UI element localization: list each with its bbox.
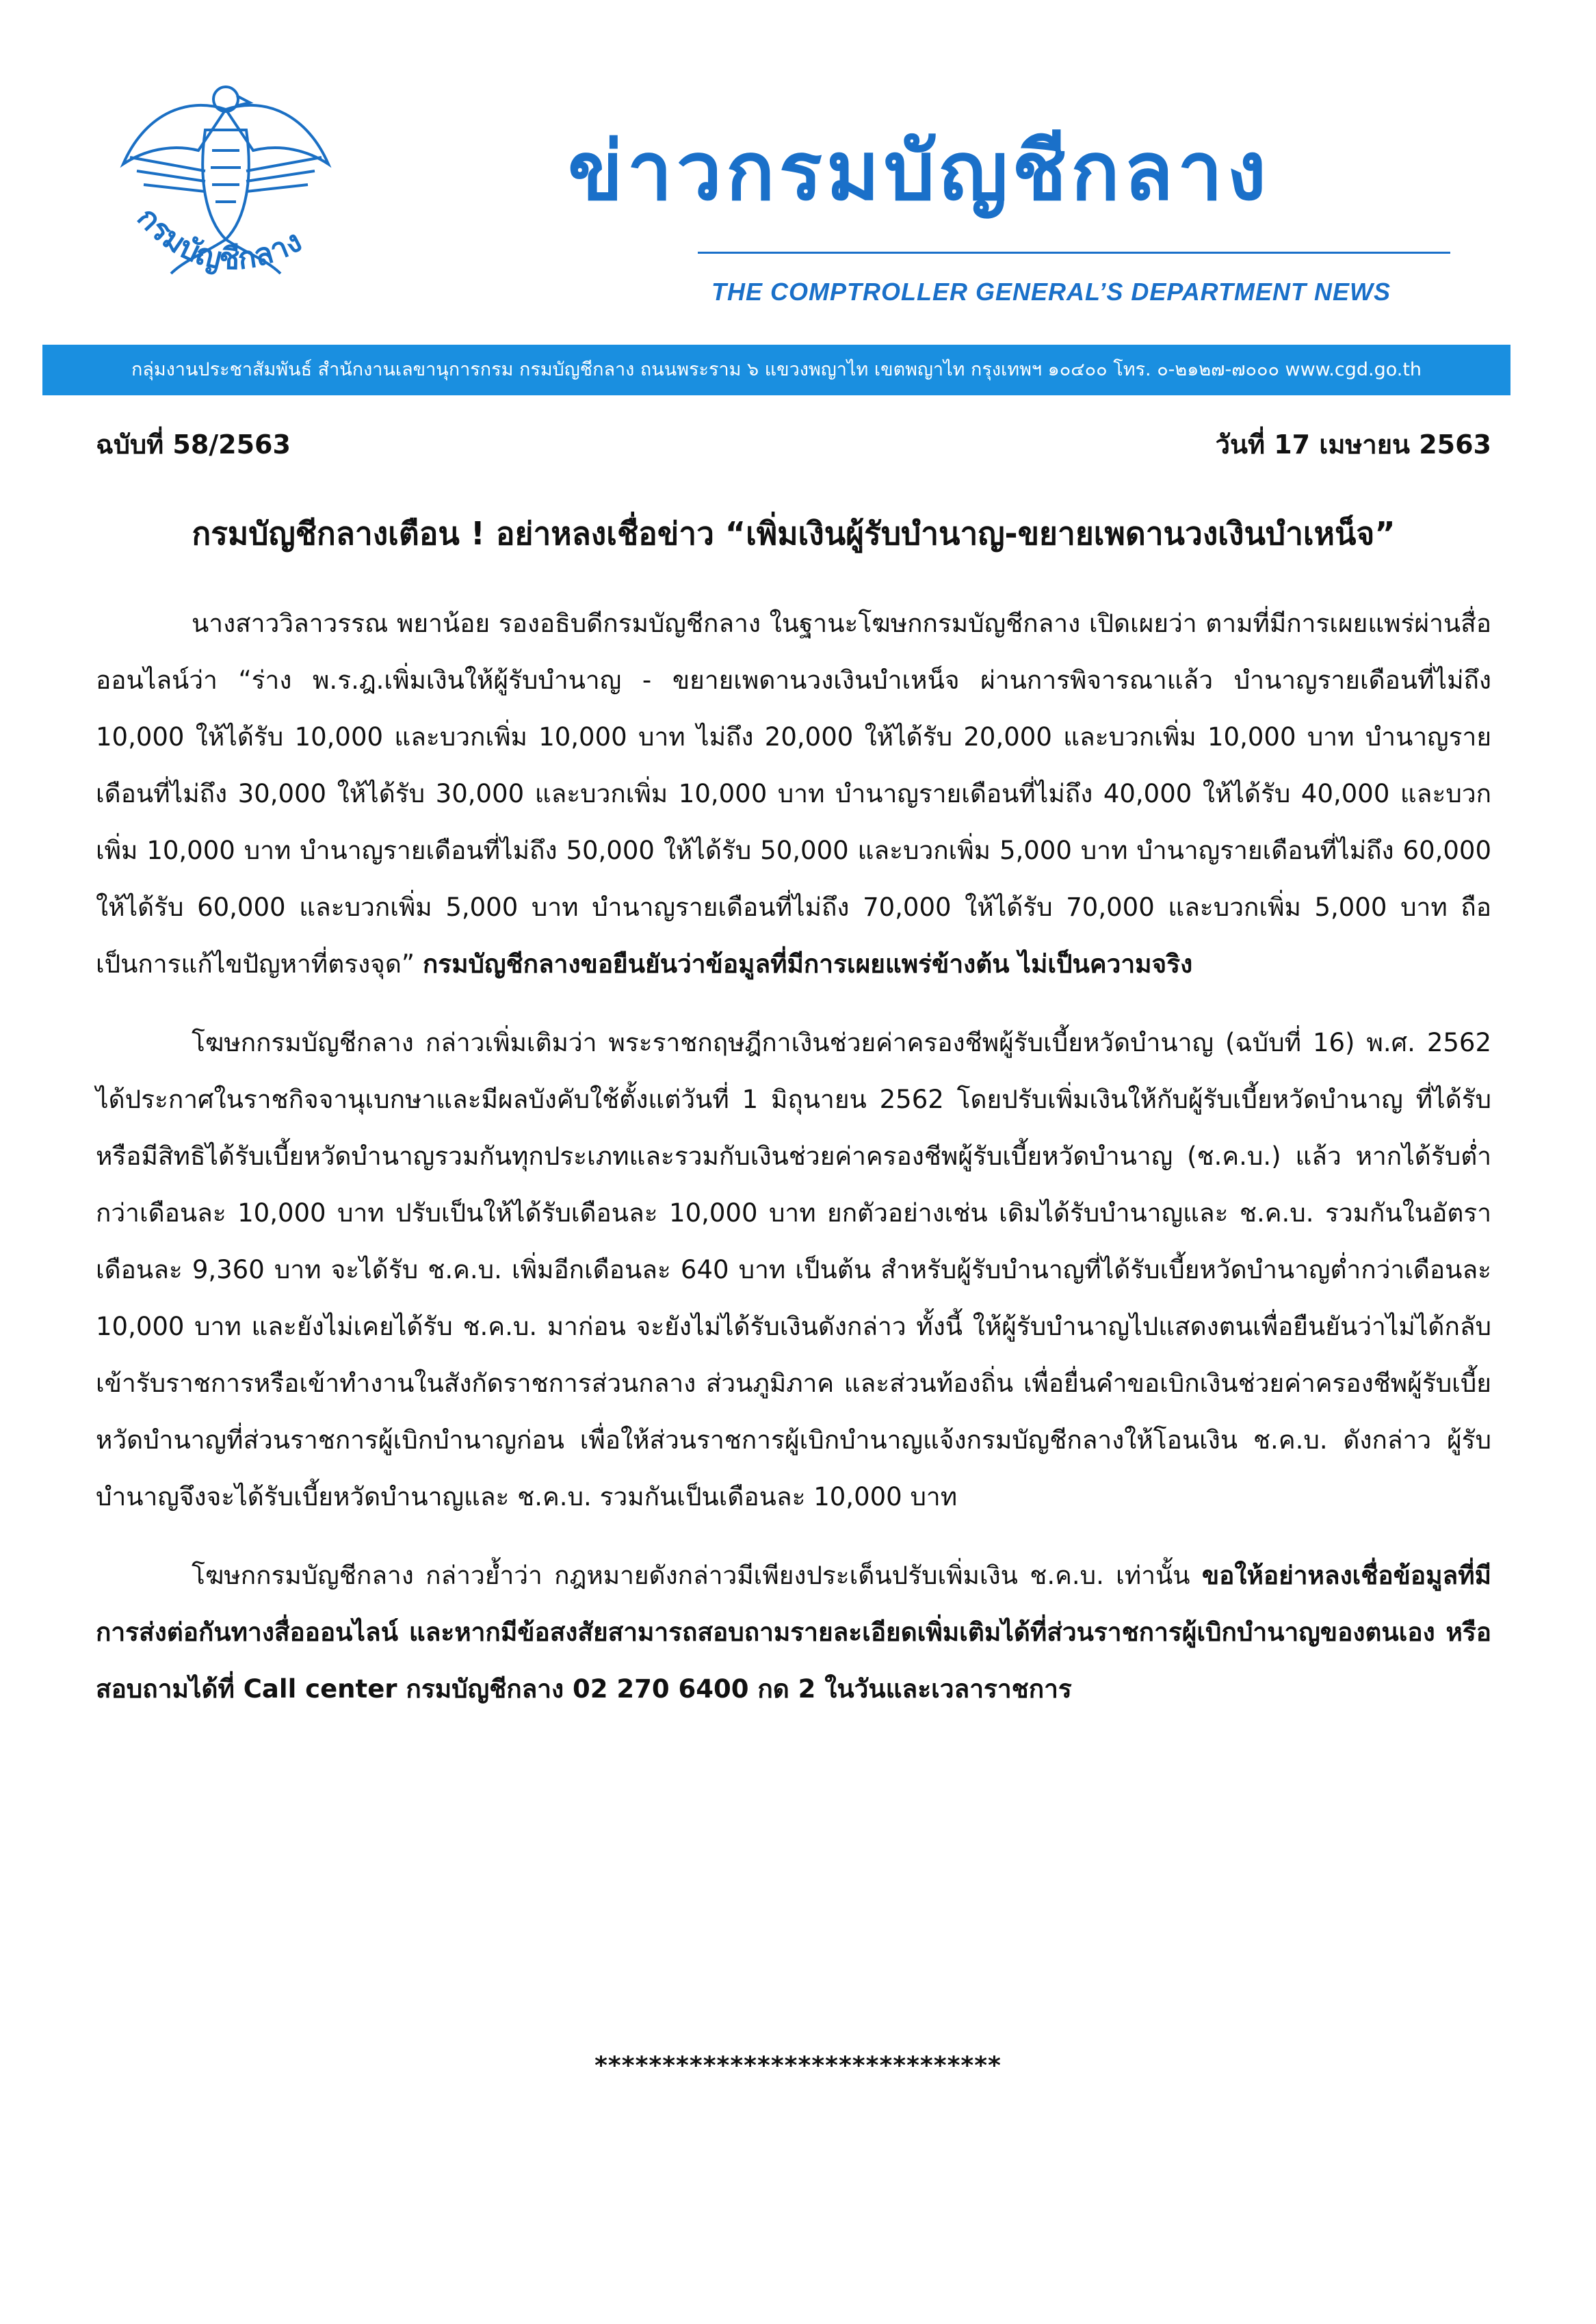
- svg-text:กรมบัญชีกลาง: [130, 200, 307, 277]
- paragraph-1-text: นางสาววิลาวรรณ พยาน้อย รองอธิบดีกรมบัญชีกลาง ในฐานะโฆษกกรมบัญชีกลาง เปิดเผยว่า ตามที่มีการเผยแพร่ผ่านสื่อออนไลน์ว่า “ร่าง พ.ร.ฎ.เพิ่มเงินให้ผู้รับบำนาญ - ขยายเพดานวงเงินบำเหน็จ ผ่านการพิจารณาแล้ว บำนาญรายเดือนที่ไม่ถึง 10,000 ให้ได้รับ 10,000 และบวกเพิ่ม 10,000 บาท ไม่ถึง 20,000 ให้ได้รับ 20,000 และบวกเพิ่ม 10,000 บาท บำนาญรายเดือนที่ไม่ถึง 30,000 ให้ได้รับ 30,000 และบวกเพิ่ม 10,000 บาท บำนาญรายเดือนที่ไม่ถึง 40,000 ให้ได้รับ 40,000 และบวกเพิ่ม 10,000 บาท บำนาญรายเดือนที่ไม่ถึง 50,000 ให้ได้รับ 50,000 และบวกเพิ่ม 5,000 บาท บำนาญรายเดือนที่ไม่ถึง 60,000 ให้ได้รับ 60,000 และบวกเพิ่ม 5,000 บาท บำนาญรายเดือนที่ไม่ถึง 70,000 ให้ได้รับ 70,000 และบวกเพิ่ม 5,000 บาท ถือเป็นการแก้ไขปัญหาที่ตรงจุด”: [96, 609, 1491, 979]
- paragraph-1-emphasis: กรมบัญชีกลางขอยืนยันว่าข้อมูลที่มีการเผยแพร่ข้างต้น ไม่เป็นความจริง: [422, 949, 1193, 979]
- issue-row: [96, 424, 1491, 465]
- masthead-title: ข่าวกรมบัญชีกลาง: [568, 124, 1270, 218]
- issue-number: ฉบับที่ 58/2563: [96, 430, 291, 460]
- masthead-subtitle: THE COMPTROLLER GENERAL’S DEPARTMENT NEWS: [711, 278, 1391, 306]
- paragraph-1: [96, 595, 1491, 992]
- garuda-emblem-icon: [103, 68, 349, 328]
- paragraph-2: [96, 1014, 1491, 1525]
- end-separator: ******************************: [594, 2052, 1002, 2080]
- masthead-divider: [698, 252, 1450, 254]
- paragraph-3: [96, 1547, 1491, 1717]
- contact-bar: กลุ่มงานประชาสัมพันธ์ สำนักงานเลขานุการกรม กรมบัญชีกลาง ถนนพระราม ๖ แขวงพญาไท เขตพญาไท กรุงเทพฯ ๑๐๔๐๐ โทร. ๐-๒๑๒๗-๗๐๐๐ www.cgd.go.th: [42, 345, 1510, 395]
- issue-date: วันที่ 17 เมษายน 2563: [1215, 430, 1491, 460]
- headline: กรมบัญชีกลางเตือน ! อย่าหลงเชื่อข่าว “เพิ่มเงินผู้รับบำนาญ-ขยายเพดานวงเงินบำเหน็จ”: [192, 515, 1396, 552]
- paragraph-3-emphasis: ขอให้อย่าหลงเชื่อข้อมูลที่มีการส่งต่อกันทางสื่อออนไลน์ และหากมีข้อสงสัยสามารถสอบถามรายละเอียดเพิ่มเติมได้ที่ส่วนราชการผู้เบิกบำนาญของตนเอง หรือสอบถามได้ที่ Call center กรมบัญชีกลาง 02 270 6400 กด 2 ในวันและเวลาราชการ: [96, 1561, 1491, 1704]
- paragraph-3-text: โฆษกกรมบัญชีกลาง กล่าวย้ำว่า กฎหมายดังกล่าวมีเพียงประเด็นปรับเพิ่มเงิน ช.ค.บ. เท่านั้น: [192, 1561, 1202, 1590]
- logo-text: กรมบัญชีกลาง: [130, 200, 308, 277]
- article-body: [96, 595, 1491, 1739]
- paragraph-2-text: โฆษกกรมบัญชีกลาง กล่าวเพิ่มเติมว่า พระราชกฤษฎีกาเงินช่วยค่าครองชีพผู้รับเบี้ยหวัดบำนาญ (ฉบับที่ 16) พ.ศ. 2562 ได้ประกาศในราชกิจจานุเบกษาและมีผลบังคับใช้ตั้งแต่วันที่ 1 มิถุนายน 2562 โดยปรับเพิ่มเงินให้กับผู้รับเบี้ยหวัดบำนาญ ที่ได้รับหรือมีสิทธิได้รับเบี้ยหวัดบำนาญรวมกันทุกประเภทและรวมกับเงินช่วยค่าครองชีพผู้รับเบี้ยหวัดบำนาญ (ช.ค.บ.) แล้ว หากได้รับต่ำกว่าเดือนละ 10,000 บาท ปรับเป็นให้ได้รับเดือนละ 10,000 บาท ยกตัวอย่างเช่น เดิมได้รับบำนาญและ ช.ค.บ. รวมกันในอัตราเดือนละ 9,360 บาท จะได้รับ ช.ค.บ. เพิ่มอีกเดือนละ 640 บาท เป็นต้น สำหรับผู้รับบำนาญที่ได้รับเบี้ยหวัดบำนาญต่ำกว่าเดือนละ 10,000 บาท และยังไม่เคยได้รับ ช.ค.บ. มาก่อน จะยังไม่ได้รับเงินดังกล่าว ทั้งนี้ ให้ผู้รับบำนาญไปแสดงตนเพื่อยืนยันว่าไม่ได้กลับเข้ารับราชการหรือเข้าทำงานในสังกัดราชการส่วนกลาง ส่วนภูมิภาค และส่วนท้องถิ่น เพื่อยื่นคำขอเบิกเงินช่วยค่าครองชีพผู้รับเบี้ยหวัดบำนาญที่ส่วนราชการผู้เบิกบำนาญก่อน เพื่อให้ส่วนราชการผู้เบิกบำนาญแจ้งกรมบัญชีกลางให้โอนเงิน ช.ค.บ. ดังกล่าว ผู้รับบำนาญจึงจะได้รับเบี้ยหวัดบำนาญและ ช.ค.บ. รวมกันเป็นเดือนละ 10,000 บาท: [96, 1028, 1491, 1511]
- department-logo: [103, 68, 349, 328]
